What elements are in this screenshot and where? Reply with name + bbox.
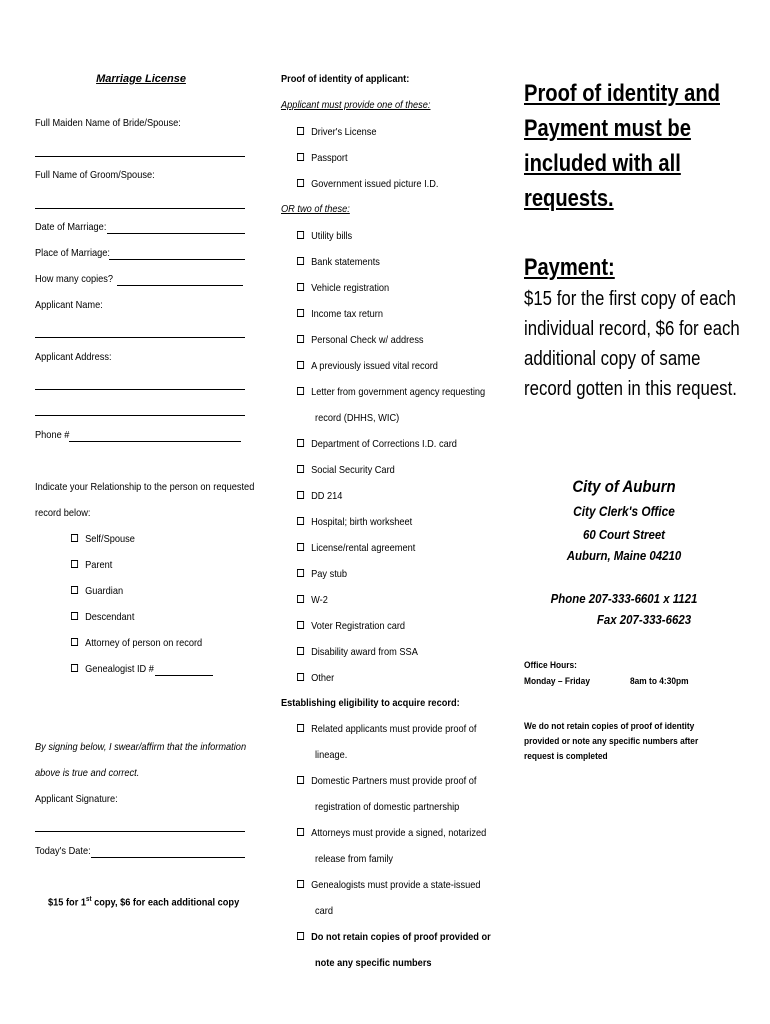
bride-name-field[interactable] xyxy=(35,156,245,157)
secondary-id-item[interactable] xyxy=(297,646,418,658)
primary-id-item[interactable] xyxy=(297,152,348,164)
city-name: City of Auburn xyxy=(572,477,676,496)
checkbox-icon[interactable] xyxy=(297,283,304,291)
eligibility-item-continuation: release from family xyxy=(315,853,394,865)
genealogist-id-field[interactable] xyxy=(155,675,213,676)
checkbox-icon[interactable] xyxy=(297,932,304,940)
secondary-id-item[interactable] xyxy=(297,282,389,294)
checkbox-icon[interactable] xyxy=(297,569,304,577)
secondary-id-item-label: Income tax return xyxy=(311,308,383,320)
eligibility-item-continuation: lineage. xyxy=(315,749,348,761)
secondary-id-item[interactable] xyxy=(297,672,334,684)
marriage-place-field[interactable] xyxy=(109,259,245,260)
checkbox-icon[interactable] xyxy=(297,673,304,681)
relationship-option-self-spouse[interactable] xyxy=(71,533,135,545)
secondary-id-item-label: A previously issued vital record xyxy=(311,360,438,372)
secondary-id-item-label: Hospital; birth worksheet xyxy=(311,516,413,528)
checkbox-icon[interactable] xyxy=(297,153,304,161)
checkbox-icon[interactable] xyxy=(297,595,304,603)
eligibility-heading: Establishing eligibility to acquire record: xyxy=(281,697,460,709)
secondary-id-item[interactable] xyxy=(297,438,457,450)
secondary-id-item[interactable] xyxy=(297,256,380,268)
headline-line-3: included with all xyxy=(524,150,681,177)
secondary-id-item-label: Other xyxy=(311,672,335,684)
checkbox-icon[interactable] xyxy=(297,309,304,317)
secondary-id-item-label: License/rental agreement xyxy=(311,542,416,554)
headline-line-4: requests. xyxy=(524,185,614,212)
eligibility-item[interactable] xyxy=(297,931,491,943)
checkbox-icon[interactable] xyxy=(297,621,304,629)
relationship-option-label: Genealogist ID # xyxy=(85,663,154,675)
eligibility-item[interactable] xyxy=(297,723,476,735)
applicant-name-label: Applicant Name: xyxy=(35,299,103,311)
groom-name-label: Full Name of Groom/Spouse: xyxy=(35,169,155,181)
eligibility-item[interactable] xyxy=(297,827,486,839)
retention-notice-line: We do not retain copies of proof of identity xyxy=(524,721,695,732)
fee-summary xyxy=(48,896,239,909)
payment-text-4: record gotten in this request. xyxy=(524,378,737,400)
checkbox-icon[interactable] xyxy=(297,335,304,343)
sign-statement-1: By signing below, I swear/affirm that the information xyxy=(35,741,247,753)
relationship-instruction-2: record below: xyxy=(35,507,91,519)
checkbox-icon[interactable] xyxy=(297,517,304,525)
eligibility-item-label: Genealogists must provide a state-issued xyxy=(311,879,481,891)
relationship-option-label: Guardian xyxy=(85,585,124,597)
checkbox-icon[interactable] xyxy=(297,647,304,655)
marriage-date-field[interactable] xyxy=(107,233,245,234)
secondary-id-item[interactable] xyxy=(297,490,342,502)
groom-name-field[interactable] xyxy=(35,208,245,209)
relationship-instruction-1: Indicate your Relationship to the person on requested xyxy=(35,481,255,493)
sign-statement-2: above is true and correct. xyxy=(35,767,140,779)
checkbox-icon[interactable] xyxy=(71,638,78,646)
relationship-option-parent[interactable] xyxy=(71,559,112,571)
fee-suffix: copy, $6 for each additional copy xyxy=(91,896,240,909)
retention-notice-line: request is completed xyxy=(524,751,608,762)
checkbox-icon[interactable] xyxy=(297,491,304,499)
secondary-id-item-label: Department of Corrections I.D. card xyxy=(311,438,457,450)
copies-label: How many copies? xyxy=(35,273,114,285)
marriage-date-label: Date of Marriage: xyxy=(35,221,107,233)
todays-date-label: Today's Date: xyxy=(35,845,91,857)
eligibility-item-label: Attorneys must provide a signed, notarized xyxy=(311,827,487,839)
secondary-id-item-label: Social Security Card xyxy=(311,464,395,476)
checkbox-icon[interactable] xyxy=(297,439,304,447)
checkbox-icon[interactable] xyxy=(297,465,304,473)
relationship-option-guardian[interactable] xyxy=(71,585,123,597)
secondary-id-item[interactable] xyxy=(297,386,485,398)
secondary-id-continuation: record (DHHS, WIC) xyxy=(315,412,400,424)
secondary-id-item-label: Personal Check w/ address xyxy=(311,334,424,346)
signature-field[interactable] xyxy=(35,831,245,832)
payment-heading: Payment: xyxy=(524,254,615,281)
signature-label: Applicant Signature: xyxy=(35,793,118,805)
office-hours-label: Office Hours: xyxy=(524,660,577,671)
relationship-option-descendant[interactable] xyxy=(71,611,134,623)
secondary-id-item[interactable] xyxy=(297,308,383,320)
relationship-option-label: Attorney of person on record xyxy=(85,637,203,649)
relationship-option-attorney[interactable] xyxy=(71,637,202,649)
checkbox-icon[interactable] xyxy=(297,776,304,784)
fee-prefix: $15 for 1 xyxy=(48,896,87,909)
checkbox-icon[interactable] xyxy=(297,179,304,187)
primary-id-item-label: Government issued picture I.D. xyxy=(311,178,439,190)
checkbox-icon[interactable] xyxy=(71,560,78,568)
checkbox-icon[interactable] xyxy=(297,543,304,551)
eligibility-item-continuation: card xyxy=(315,905,333,917)
checkbox-icon[interactable] xyxy=(71,612,78,620)
headline-line-1: Proof of identity and xyxy=(524,80,720,107)
street-address: 60 Court Street xyxy=(582,527,666,542)
headline-line-2: Payment must be xyxy=(524,115,691,142)
checkbox-icon[interactable] xyxy=(297,127,304,135)
secondary-id-item-label: Letter from government agency requesting xyxy=(311,386,486,398)
retention-notice xyxy=(524,719,698,764)
todays-date-field[interactable] xyxy=(91,857,245,858)
secondary-id-item[interactable] xyxy=(297,542,415,554)
secondary-id-item-label: Pay stub xyxy=(311,568,348,580)
relationship-option-genealogist[interactable] xyxy=(71,663,154,675)
retention-notice-line: provided or note any specific numbers after xyxy=(524,736,699,747)
primary-id-item-label: Passport xyxy=(311,152,348,164)
primary-id-item[interactable] xyxy=(297,126,377,138)
secondary-id-item-label: Vehicle registration xyxy=(311,282,390,294)
relationship-option-label: Self/Spouse xyxy=(85,533,135,545)
primary-id-item[interactable] xyxy=(297,178,438,190)
checkbox-icon[interactable] xyxy=(297,231,304,239)
checkbox-icon[interactable] xyxy=(297,880,304,888)
eligibility-item-label: Do not retain copies of proof provided or xyxy=(311,931,491,943)
eligibility-item[interactable] xyxy=(297,879,481,891)
checkbox-icon[interactable] xyxy=(71,534,78,542)
office-fax: Fax 207-333-6623 xyxy=(596,612,692,627)
secondary-id-item-label: Utility bills xyxy=(311,230,353,242)
secondary-id-item-label: DD 214 xyxy=(311,490,343,502)
office-hours-time: 8am to 4:30pm xyxy=(630,676,689,687)
proof-heading: Proof of identity of applicant: xyxy=(281,73,410,85)
checkbox-icon[interactable] xyxy=(71,586,78,594)
secondary-id-item[interactable] xyxy=(297,516,412,528)
eligibility-item-label: Related applicants must provide proof of xyxy=(311,723,477,735)
checkbox-icon[interactable] xyxy=(71,664,78,672)
marriage-license-title: Marriage License xyxy=(96,73,186,85)
payment-text-1: $15 for the first copy of each xyxy=(524,288,736,310)
phone-field[interactable] xyxy=(69,441,241,442)
checkbox-icon[interactable] xyxy=(297,257,304,265)
bride-name-label: Full Maiden Name of Bride/Spouse: xyxy=(35,117,181,129)
secondary-id-item[interactable] xyxy=(297,230,352,242)
applicant-address-label: Applicant Address: xyxy=(35,351,112,363)
primary-id-item-label: Driver's License xyxy=(311,126,377,138)
secondary-id-item[interactable] xyxy=(297,334,424,346)
secondary-id-item-label: W-2 xyxy=(311,594,328,606)
phone-label: Phone # xyxy=(35,429,70,441)
copies-field[interactable] xyxy=(117,285,243,286)
payment-text-2: individual record, $6 for each xyxy=(524,318,740,340)
applicant-address-field-2[interactable] xyxy=(35,415,245,416)
secondary-id-item[interactable] xyxy=(297,360,438,372)
office-phone: Phone 207-333-6601 x 1121 xyxy=(550,591,698,606)
payment-text-3: additional copy of same xyxy=(524,348,701,370)
secondary-id-item[interactable] xyxy=(297,568,347,580)
fee-superscript: st xyxy=(86,896,92,903)
checkbox-icon[interactable] xyxy=(297,387,304,395)
checkbox-icon[interactable] xyxy=(297,724,304,732)
secondary-id-item-label: Voter Registration card xyxy=(311,620,406,632)
checkbox-icon[interactable] xyxy=(297,828,304,836)
applicant-address-field-1[interactable] xyxy=(35,389,245,390)
checkbox-icon[interactable] xyxy=(297,361,304,369)
eligibility-item[interactable] xyxy=(297,775,476,787)
office-name: City Clerk's Office xyxy=(573,504,675,519)
proof-subheading: Applicant must provide one of these: xyxy=(281,99,431,111)
eligibility-item-continuation: note any specific numbers xyxy=(315,957,432,969)
relationship-option-label: Descendant xyxy=(85,611,135,623)
secondary-id-item[interactable] xyxy=(297,464,395,476)
or-two-heading: OR two of these: xyxy=(281,203,350,215)
secondary-id-item[interactable] xyxy=(297,594,328,606)
eligibility-item-continuation: registration of domestic partnership xyxy=(315,801,460,813)
marriage-place-label: Place of Marriage: xyxy=(35,247,110,259)
city-state-zip: Auburn, Maine 04210 xyxy=(566,548,682,563)
secondary-id-item-label: Bank statements xyxy=(311,256,380,268)
applicant-name-field[interactable] xyxy=(35,337,245,338)
secondary-id-item[interactable] xyxy=(297,620,405,632)
secondary-id-item-label: Disability award from SSA xyxy=(311,646,418,658)
office-hours-days: Monday – Friday xyxy=(524,676,590,687)
relationship-option-label: Parent xyxy=(85,559,113,571)
eligibility-item-label: Domestic Partners must provide proof of xyxy=(311,775,477,787)
